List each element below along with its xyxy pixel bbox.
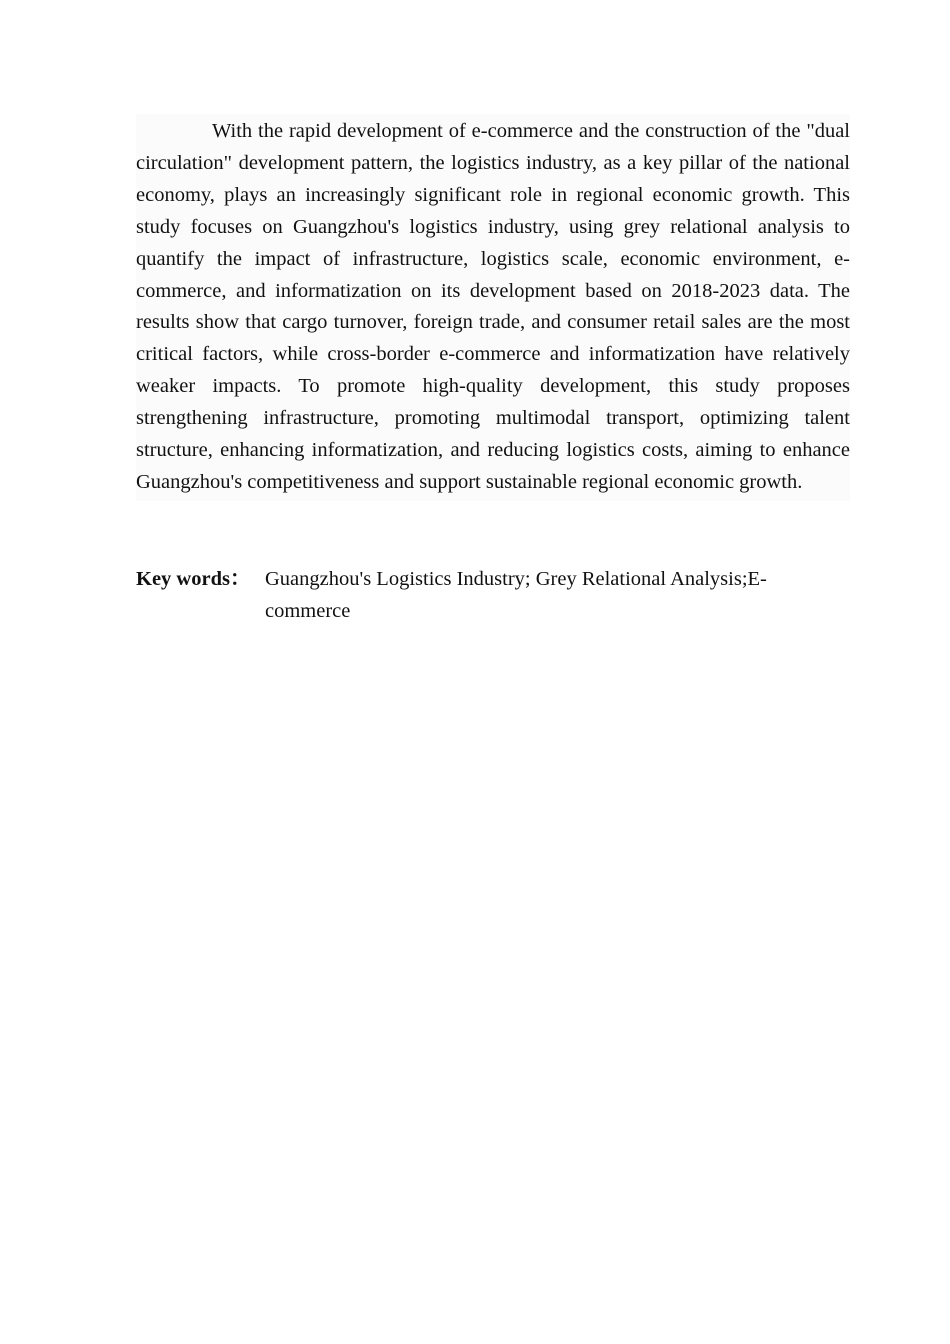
keywords-text: Guangzhou's Logistics Industry; Grey Relational Analysis;E-commerce bbox=[265, 568, 767, 622]
abstract-paragraph: With the rapid development of e-commerce and the construction of the "dual circulation" development pattern, the logistics industry, as a key pillar of the national economy, plays an increasingly significant role in regional economic growth. This study focuses on Guangzhou's logistics industry, using grey relational analysis to quantify the impact of infrastructure, logistics scale, economic environment, e-commerce, and informatization on its development based on 2018-2023 data. The results show that cargo turnover, foreign trade, and consumer retail sales are the most critical factors, while cross-border e-commerce and informatization have relatively weaker impacts. To promote high-quality development, this study proposes strengthening infrastructure, promoting multimodal transport, optimizing talent structure, enhancing informatization, and reducing logistics costs, aiming to enhance Guangzhou's competitiveness and support sustainable regional economic growth. bbox=[136, 114, 850, 501]
keywords-label: Key words bbox=[136, 568, 230, 590]
keywords-section bbox=[136, 563, 850, 627]
keywords-colon: ： bbox=[229, 568, 251, 590]
